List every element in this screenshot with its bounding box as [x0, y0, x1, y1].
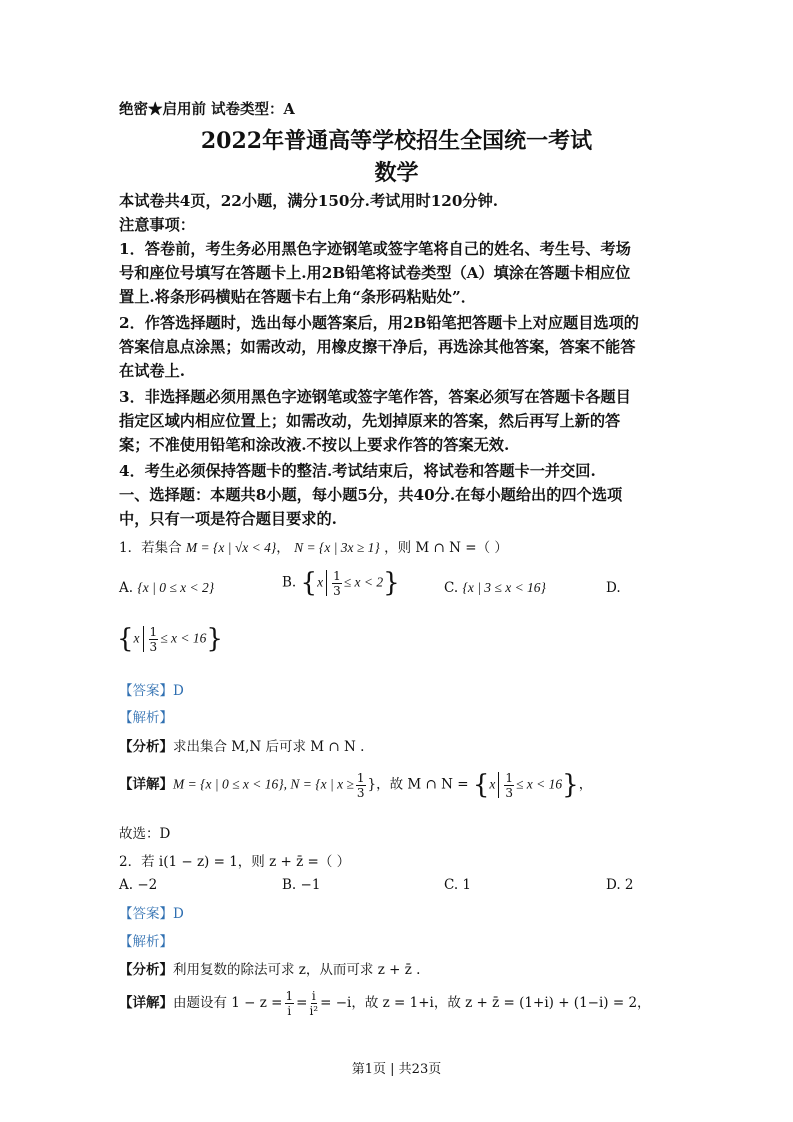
note-line: 指定区域内相应位置上；如需改动，先划掉原来的答案，然后再写上新的答	[119, 412, 621, 430]
note-line: 3．非选择题必须用黑色字迹钢笔或签字笔作答，答案必须写在答题卡各题目	[119, 388, 631, 406]
set-m: M = {x | √x < 4}	[185, 540, 277, 555]
note-line: 4．考生必须保持答题卡的整洁.考试结束后，将试卷和答题卡一并交回.	[119, 462, 596, 480]
exam-intro: 本试卷共4页，22小题，满分150分.考试用时120分钟.	[119, 192, 499, 210]
exam-title: 2022年普通高等学校招生全国统一考试	[200, 128, 593, 154]
note-line: 1．答卷前，考生务必用黑色字迹钢笔或签字笔将自己的姓名、考生号、考场	[119, 240, 631, 258]
question-2-stem: 2．若 i(1 − z) = 1，则 z + z̄ =（ ）	[119, 854, 351, 870]
q2-answer: 【答案】D	[119, 906, 184, 922]
q2-option-a: A. −2	[119, 877, 158, 893]
note-line: 号和座位号填写在答题卡上.用2B铅笔将试卷类型（A）填涂在答题卡相应位	[119, 264, 631, 282]
q2-analysis-heading: 【解析】	[119, 934, 173, 950]
confidential-tag: 绝密★启用前 试卷类型：A	[119, 101, 295, 118]
q1-option-b: B. {x $\frac{1}{3}$ ≤ x < 2}	[282, 568, 400, 598]
q2-fenxi: 【分析】利用复数的除法可求 z，从而可求 z + z̄ .	[119, 962, 421, 978]
section-heading: 中，只有一项是符合题目要求的.	[119, 510, 337, 528]
q1-option-a: A. {x | 0 ≤ x < 2}	[119, 580, 215, 596]
set-n: N = {x | 3x ≥ 1}	[294, 540, 380, 555]
note-line: 案；不准使用铅笔和涂改液.不按以上要求作答的答案无效.	[119, 436, 510, 454]
page-footer: 第1页 | 共23页	[351, 1062, 442, 1077]
q1-fenxi: 【分析】求出集合 M,N 后可求 M ∩ N .	[119, 739, 365, 755]
q1-option-d-label: D.	[606, 580, 621, 596]
q2-option-c: C. 1	[444, 877, 472, 893]
q2-option-d: D. 2	[606, 877, 634, 893]
subject-title: 数学	[374, 160, 419, 186]
section-heading: 一、选择题：本题共8小题，每小题5分，共40分.在每小题给出的四个选项	[119, 486, 623, 504]
note-line: 2．作答选择题时，选出每小题答案后，用2B铅笔把答题卡上对应题目选项的	[119, 314, 639, 332]
note-line: 置上.将条形码横贴在答题卡右上角“条形码粘贴处”．	[119, 288, 476, 306]
q1-analysis-heading: 【解析】	[119, 710, 173, 726]
question-1-stem: 1．若集合 M = {x | √x < 4}， N = {x | 3x ≥ 1} ，则 M ∩ N =（ ）	[119, 540, 508, 556]
q2-detail: 【详解】由题设有 1 − z = $\frac{1}{i}$ = $\frac{i}{\text{i²}}$ = −i，故 z = 1+i，故 z + z̄ = (1+i) + (1−i) = 2，	[119, 989, 651, 1018]
q1-option-d: {x $\frac{1}{3}$ ≤ x < 16}	[117, 624, 223, 654]
q1-choose: 故选：D	[119, 826, 171, 842]
q2-option-b: B. −1	[282, 877, 321, 893]
q1-detail: 【详解】M = {x | 0 ≤ x < 16}, N = {x | x ≥ $\frac{1}{3}$ }，故 M ∩ N = {x $\frac{1}{3}$ ≤ x < 16}，	[119, 770, 593, 800]
note-line: 答案信息点涂黑；如需改动，用橡皮擦干净后，再选涂其他答案，答案不能答	[119, 338, 636, 356]
note-line: 在试卷上.	[119, 362, 186, 380]
q1-answer: 【答案】D	[119, 683, 184, 699]
notes-heading: 注意事项：	[119, 216, 195, 234]
q1-option-c: C. {x | 3 ≤ x < 16}	[444, 580, 546, 596]
